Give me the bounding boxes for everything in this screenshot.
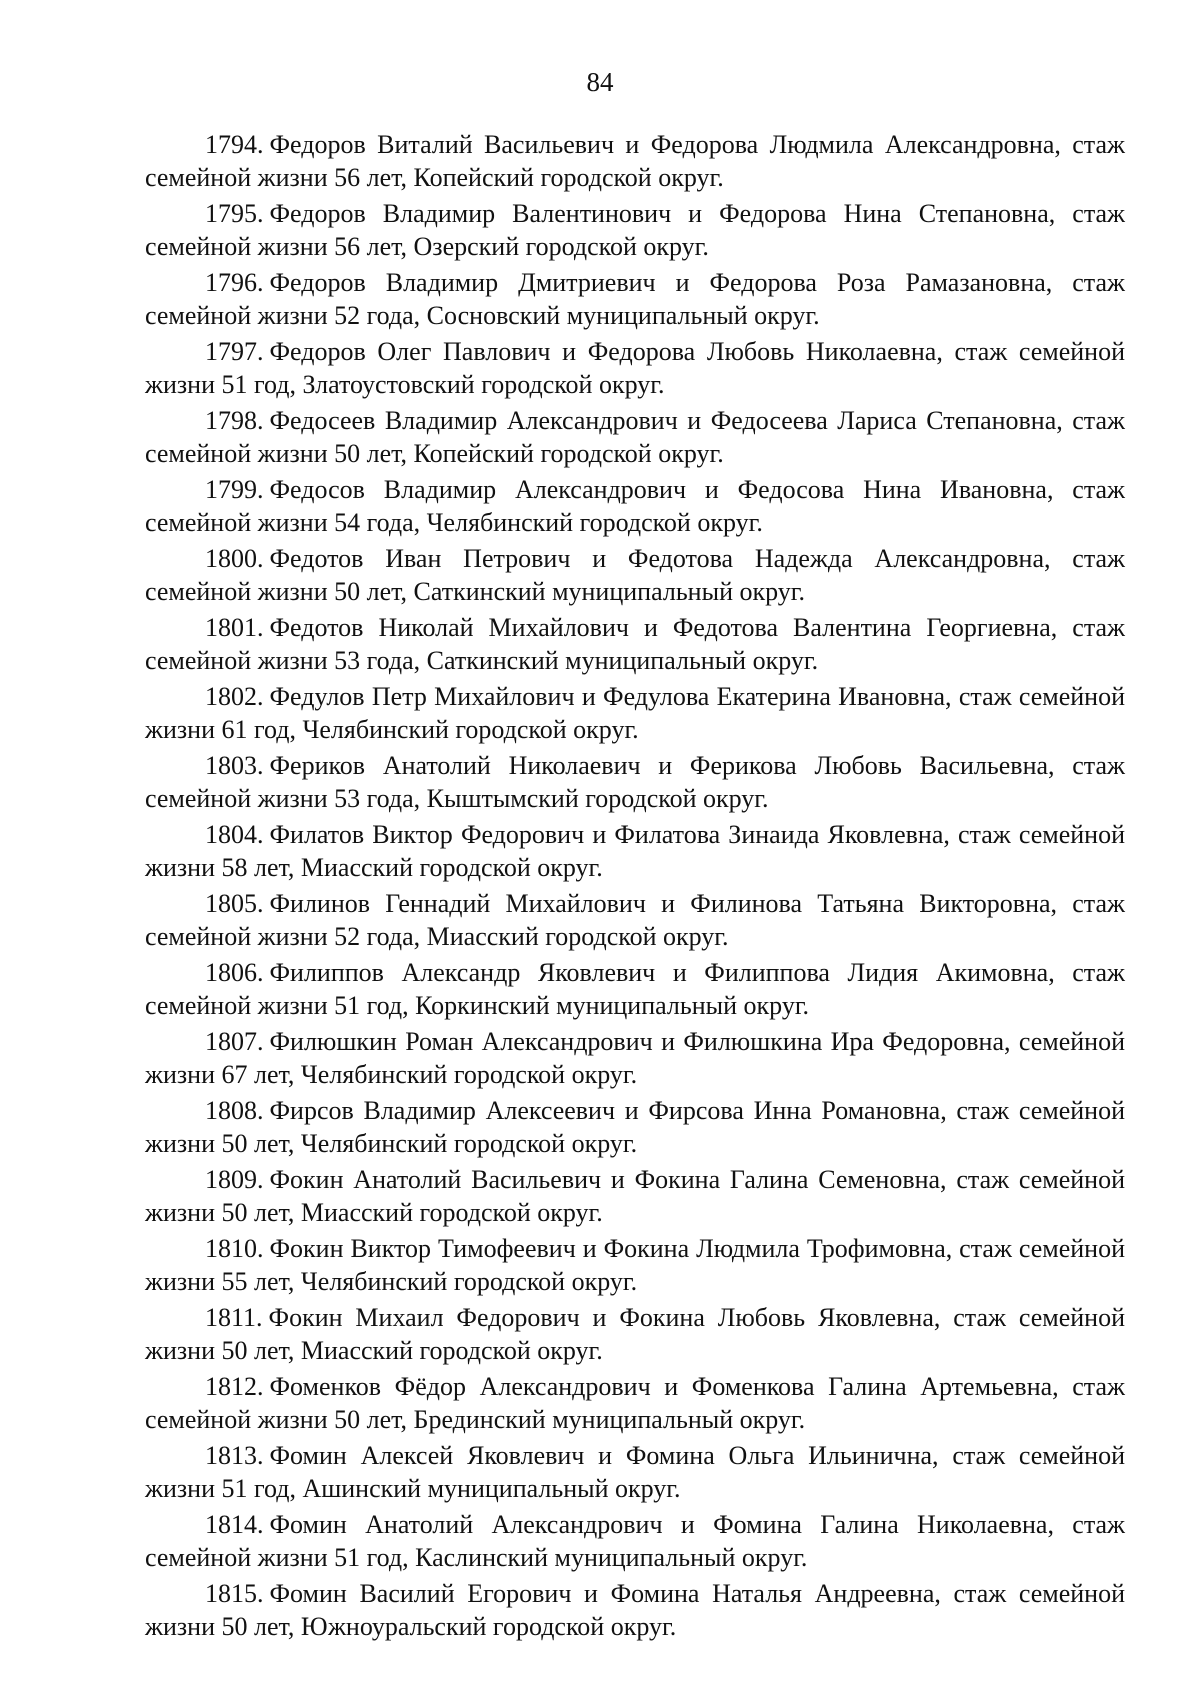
entry-text: Фомин Анатолий Александрович и Фомина Галина Николаевна, стаж семейной жизни 51 год, Каслинский муниципальный округ. [145, 1510, 1125, 1572]
entry-number: 1795. [205, 199, 264, 228]
entry-number: 1799. [205, 475, 264, 504]
entry-text: Филюшкин Роман Александрович и Филюшкина Ира Федоровна, семейной жизни 67 лет, Челябинский городской округ. [145, 1027, 1125, 1089]
entry-text: Фериков Анатолий Николаевич и Ферикова Любовь Васильевна, стаж семейной жизни 53 года, Кыштымский городской округ. [145, 751, 1125, 813]
entry-text: Федотов Иван Петрович и Федотова Надежда Александровна, стаж семейной жизни 50 лет, Саткинский муниципальный округ. [145, 544, 1125, 606]
list-item [145, 473, 1125, 539]
list-item [145, 680, 1125, 746]
entry-text: Фокин Анатолий Васильевич и Фокина Галина Семеновна, стаж семейной жизни 50 лет, Миасский городской округ. [145, 1165, 1125, 1227]
page-number: 84 [586, 67, 614, 97]
list-item [145, 1370, 1125, 1436]
entry-number: 1809. [205, 1165, 264, 1194]
list-item [145, 1163, 1125, 1229]
list-item [145, 887, 1125, 953]
list-item [145, 266, 1125, 332]
entry-text: Федоров Владимир Дмитриевич и Федорова Роза Рамазановна, стаж семейной жизни 52 года, Сосновский муниципальный округ. [145, 268, 1125, 330]
list-item [145, 818, 1125, 884]
list-item [145, 956, 1125, 1022]
entry-number: 1803. [205, 751, 264, 780]
entry-text: Фирсов Владимир Алексеевич и Фирсова Инна Романовна, стаж семейной жизни 50 лет, Челябинский городской округ. [145, 1096, 1125, 1158]
entry-text: Фомин Василий Егорович и Фомина Наталья Андреевна, стаж семейной жизни 50 лет, Южноуральский городской округ. [145, 1579, 1125, 1641]
list-item [145, 1508, 1125, 1574]
entry-text: Филинов Геннадий Михайлович и Филинова Татьяна Викторовна, стаж семейной жизни 52 года, Миасский городской округ. [145, 889, 1125, 951]
entry-number: 1796. [205, 268, 264, 297]
list-item [145, 749, 1125, 815]
entry-number: 1806. [205, 958, 264, 987]
entry-number: 1805. [205, 889, 264, 918]
list-item [145, 1232, 1125, 1298]
list-item [145, 1439, 1125, 1505]
entry-number: 1798. [205, 406, 264, 435]
entry-number: 1807. [205, 1027, 264, 1056]
list-item [145, 1025, 1125, 1091]
entry-text: Фокин Виктор Тимофеевич и Фокина Людмила Трофимовна, стаж семейной жизни 55 лет, Челябинский городской округ. [145, 1234, 1125, 1296]
list-item [145, 1301, 1125, 1367]
list-item [145, 1577, 1125, 1643]
entry-text: Федотов Николай Михайлович и Федотова Валентина Георгиевна, стаж семейной жизни 53 года, Саткинский муниципальный округ. [145, 613, 1125, 675]
entry-number: 1814. [205, 1510, 264, 1539]
entry-text: Фоменков Фёдор Александрович и Фоменкова Галина Артемьевна, стаж семейной жизни 50 лет, Брединский муниципальный округ. [145, 1372, 1125, 1434]
entry-number: 1800. [205, 544, 264, 573]
entry-number: 1813. [205, 1441, 264, 1470]
entry-number: 1810. [205, 1234, 264, 1263]
list-item [145, 611, 1125, 677]
entry-number: 1815. [205, 1579, 264, 1608]
entry-text: Фокин Михаил Федорович и Фокина Любовь Яковлевна, стаж семейной жизни 50 лет, Миасский городской округ. [145, 1303, 1125, 1365]
entry-number: 1794. [205, 130, 264, 159]
entry-number: 1812. [205, 1372, 264, 1401]
entry-number: 1801. [205, 613, 264, 642]
entry-number: 1802. [205, 682, 264, 711]
entry-number: 1808. [205, 1096, 264, 1125]
list-item [145, 335, 1125, 401]
entry-text: Федоров Олег Павлович и Федорова Любовь Николаевна, стаж семейной жизни 51 год, Златоустовский городской округ. [145, 337, 1125, 399]
entry-text: Филиппов Александр Яковлевич и Филиппова Лидия Акимовна, стаж семейной жизни 51 год, Коркинский муниципальный округ. [145, 958, 1125, 1020]
entry-text: Филатов Виктор Федорович и Филатова Зинаида Яковлевна, стаж семейной жизни 58 лет, Миасский городской округ. [145, 820, 1125, 882]
entry-text: Федулов Петр Михайлович и Федулова Екатерина Ивановна, стаж семейной жизни 61 год, Челябинский городской округ. [145, 682, 1125, 744]
entry-number: 1797. [205, 337, 264, 366]
list-item [145, 128, 1125, 194]
entry-number: 1804. [205, 820, 264, 849]
entry-text: Федоров Виталий Васильевич и Федорова Людмила Александровна, стаж семейной жизни 56 лет, Копейский городской округ. [145, 130, 1125, 192]
entry-text: Федосеев Владимир Александрович и Федосеева Лариса Степановна, стаж семейной жизни 50 лет, Копейский городской округ. [145, 406, 1125, 468]
entry-number: 1811. [205, 1303, 263, 1332]
list-item [145, 197, 1125, 263]
entry-text: Федосов Владимир Александрович и Федосова Нина Ивановна, стаж семейной жизни 54 года, Челябинский городской округ. [145, 475, 1125, 537]
entry-text: Федоров Владимир Валентинович и Федорова Нина Степановна, стаж семейной жизни 56 лет, Озерский городской округ. [145, 199, 1125, 261]
entry-text: Фомин Алексей Яковлевич и Фомина Ольга Ильинична, стаж семейной жизни 51 год, Ашинский муниципальный округ. [145, 1441, 1125, 1503]
list-item [145, 542, 1125, 608]
entry-list [145, 128, 1125, 1646]
list-item [145, 1094, 1125, 1160]
list-item [145, 404, 1125, 470]
